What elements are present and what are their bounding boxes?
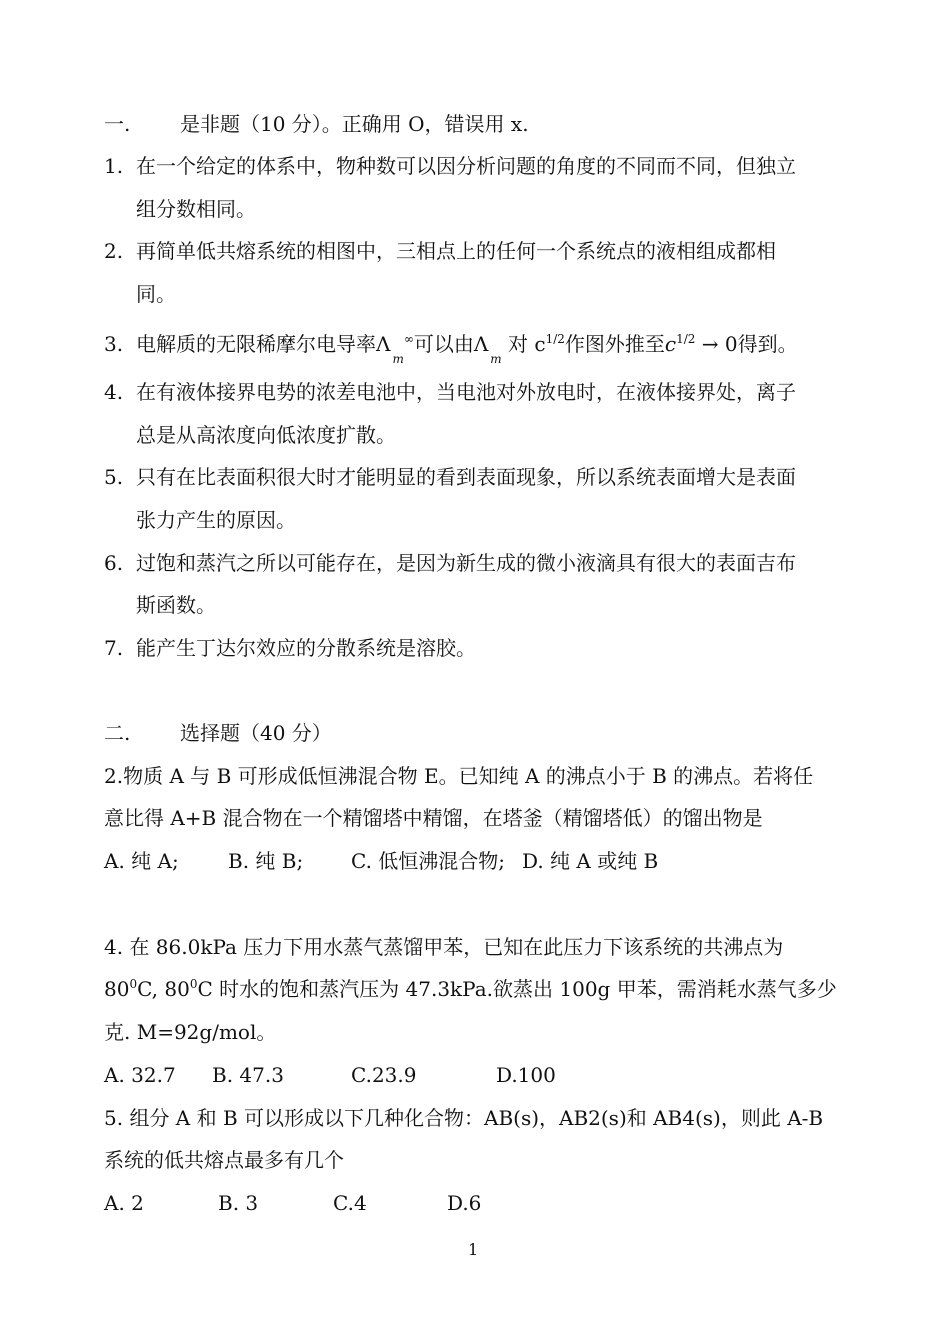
q5-option-c: C.4 <box>333 1191 367 1215</box>
item-5-line2: 张力产生的原因。 <box>136 508 296 532</box>
section-2-title: 选择题（40 分） <box>180 721 332 745</box>
item-3-sub-m2: m <box>490 352 502 366</box>
q4-line2-rest: C 时水的饱和蒸汽压为 47.3kPa.欲蒸出 100g 甲苯，需消耗水蒸气多少 <box>197 977 837 1001</box>
item-3-sub-m1: m <box>392 352 404 366</box>
q2-option-a: A. 纯 A; <box>104 849 179 873</box>
item-5-line1: 只有在比表面积很大时才能明显的看到表面现象，所以系统表面增大是表面 <box>136 465 796 489</box>
q4-option-b: B. 47.3 <box>212 1063 284 1087</box>
q4-degree-2: 0 <box>189 977 198 991</box>
q4-degree-1: 0 <box>129 977 138 991</box>
item-3-sup-half-2: 1/2 <box>676 332 696 346</box>
item-6-number: 6. <box>104 551 124 575</box>
page-number: 1 <box>468 1240 479 1259</box>
q5-line1: 5. 组分 A 和 B 可以形成以下几种化合物：AB(s)，AB2(s)和 AB4(s)，则此 A-B <box>104 1106 824 1130</box>
q4-temp1: 80 <box>104 977 130 1001</box>
q2-option-d: D. 纯 A 或纯 B <box>522 849 659 873</box>
q2-line1: 2.物质 A 与 B 可形成低恒沸混合物 E。已知纯 A 的沸点小于 B 的沸点。若将任 <box>104 764 814 788</box>
item-1-number: 1. <box>104 154 124 178</box>
q4-line3: 克. M=92g/mol。 <box>104 1020 277 1044</box>
item-4-line1: 在有液体接界电势的浓差电池中，当电池对外放电时，在液体接界处，离子 <box>136 380 796 404</box>
item-6-line1: 过饱和蒸汽之所以可能存在，是因为新生成的微小液滴具有很大的表面吉布 <box>136 551 796 575</box>
q5-option-b: B. 3 <box>218 1191 259 1215</box>
q4-line1: 4. 在 86.0kPa 压力下用水蒸气蒸馏甲苯，已知在此压力下该系统的共沸点为 <box>104 935 784 959</box>
item-3-arrow: → 0 <box>701 332 738 356</box>
q2-option-b: B. 纯 B; <box>228 849 304 873</box>
q2-line2: 意比得 A+B 混合物在一个精馏塔中精馏，在塔釜（精馏塔低）的馏出物是 <box>104 806 763 830</box>
q4-option-d: D.100 <box>496 1063 556 1087</box>
q5-line2: 系统的低共熔点最多有几个 <box>104 1148 344 1172</box>
item-3-part5: 得到。 <box>737 332 798 356</box>
item-5-number: 5. <box>104 465 124 489</box>
item-3-sup-half: 1/2 <box>545 332 565 346</box>
q4-line2 <box>104 976 854 1005</box>
item-3-number: 3. <box>104 332 124 356</box>
item-3-part1: 电解质的无限稀摩尔电导率Λ <box>136 332 391 356</box>
item-1-line2: 组分数相同。 <box>136 197 256 221</box>
q5-option-d: D.6 <box>447 1191 482 1215</box>
item-7-line1: 能产生丁达尔效应的分散系统是溶胶。 <box>136 636 476 660</box>
section-1-number: 一. <box>104 112 131 136</box>
item-3-part2: 可以由Λ <box>413 332 489 356</box>
q4-option-a: A. 32.7 <box>104 1063 176 1087</box>
q2-option-c: C. 低恒沸混合物; <box>351 849 506 873</box>
q4-option-c: C.23.9 <box>351 1063 417 1087</box>
item-1-line1: 在一个给定的体系中，物种数可以因分析问题的角度的不同而不同，但独立 <box>136 154 796 178</box>
item-2-line1: 再简单低共熔系统的相图中，三相点上的任何一个系统点的液相组成都相 <box>136 239 776 263</box>
item-2-line2: 同。 <box>136 282 176 306</box>
item-3-c-var: c <box>664 332 677 356</box>
section-1-title: 是非题（10 分）。正确用 O，错误用 x. <box>180 112 529 136</box>
q5-option-a: A. 2 <box>104 1191 144 1215</box>
item-4-line2: 总是从高浓度向低浓度扩散。 <box>136 423 396 447</box>
item-3-sup-infinity: ∞ <box>403 332 414 346</box>
item-4-number: 4. <box>104 380 124 404</box>
item-7-number: 7. <box>104 636 124 660</box>
item-3-part4: 作图外推至 <box>564 332 665 356</box>
item-2-number: 2. <box>104 239 124 263</box>
section-2-number: 二. <box>104 721 131 745</box>
item-6-line2: 斯函数。 <box>136 593 216 617</box>
item-3-part3: 对 c <box>508 332 546 356</box>
q4-temp2: C, 80 <box>137 977 190 1001</box>
item-3-text <box>136 331 848 366</box>
